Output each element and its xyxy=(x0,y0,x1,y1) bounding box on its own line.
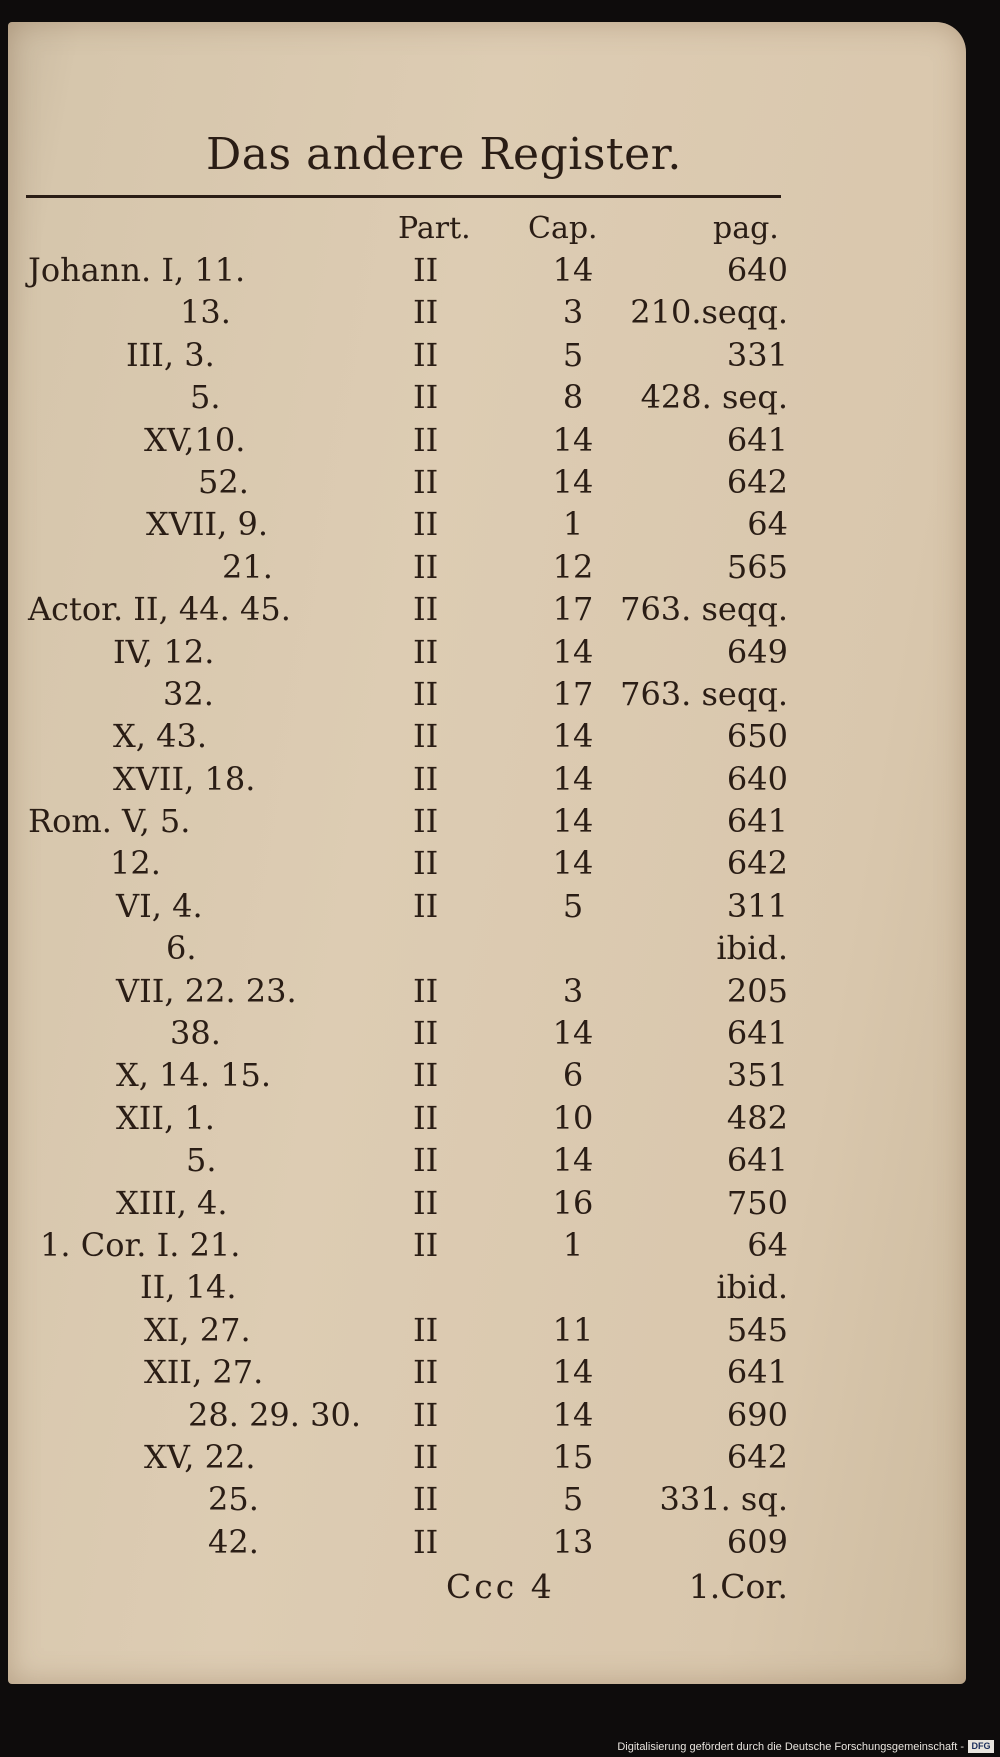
reference-cell: X, 43. xyxy=(113,717,208,756)
table-row xyxy=(8,247,966,289)
table-row xyxy=(8,1476,966,1518)
table-row xyxy=(8,332,966,374)
cap-cell: 11 xyxy=(552,1310,594,1349)
reference-cell: X, 14. 15. xyxy=(116,1056,272,1095)
cap-cell: 17 xyxy=(552,590,594,629)
page-cell: 750 xyxy=(726,1183,788,1222)
table-row xyxy=(8,1052,966,1094)
part-cell: II xyxy=(413,1225,439,1264)
reference-cell: 32. xyxy=(163,674,214,713)
cap-cell: 3 xyxy=(562,971,584,1010)
cap-cell: 1 xyxy=(562,505,584,544)
part-cell: II xyxy=(413,1310,439,1349)
page-cell: 64 xyxy=(747,1225,788,1264)
part-cell: II xyxy=(413,251,439,289)
page-cell: 210.seqq. xyxy=(630,293,788,332)
cap-cell: 14 xyxy=(552,251,594,289)
page-cell: 763. seqq. xyxy=(620,674,788,713)
table-row xyxy=(8,1434,966,1476)
cap-cell: 17 xyxy=(552,674,594,713)
reference-cell: XVII, 9. xyxy=(146,505,269,544)
signature-mark: Ccc 4 xyxy=(446,1567,555,1606)
page-cell: 642 xyxy=(726,462,788,501)
page-cell: ibid. xyxy=(716,1268,788,1307)
dfg-logo: DFG xyxy=(968,1740,994,1753)
scan-footer xyxy=(0,1733,1000,1757)
table-row xyxy=(8,417,966,459)
page-cell: 650 xyxy=(726,717,788,756)
page-cell: 642 xyxy=(726,1437,788,1476)
page-cell: 763. seqq. xyxy=(620,590,788,629)
part-cell: II xyxy=(413,1437,439,1476)
part-cell: II xyxy=(413,1395,439,1434)
reference-cell: 12. xyxy=(110,844,161,883)
cap-cell: 14 xyxy=(552,844,594,883)
reference-cell: Actor. II, 44. 45. xyxy=(28,590,291,629)
cap-cell: 6 xyxy=(562,1056,584,1095)
part-cell: II xyxy=(413,674,439,713)
table-row xyxy=(8,925,966,967)
table-row xyxy=(8,586,966,628)
part-cell: II xyxy=(413,1141,439,1180)
part-cell: II xyxy=(413,632,439,671)
cap-cell: 3 xyxy=(562,293,584,332)
page-cell: 641 xyxy=(726,420,788,459)
page-cell: 545 xyxy=(726,1310,788,1349)
part-cell: II xyxy=(413,378,439,417)
page-cell: 331 xyxy=(726,335,788,374)
part-cell: II xyxy=(413,505,439,544)
table-row xyxy=(8,1095,966,1137)
page-cell: 609 xyxy=(726,1522,788,1561)
part-cell: II xyxy=(413,547,439,586)
part-cell: II xyxy=(413,590,439,629)
page-foot xyxy=(8,1567,966,1617)
reference-cell: 42. xyxy=(208,1522,259,1561)
cap-cell: 15 xyxy=(552,1437,594,1476)
page-cell: 331. sq. xyxy=(659,1480,788,1519)
table-row xyxy=(8,968,966,1010)
cap-cell: 14 xyxy=(552,1141,594,1180)
part-cell: II xyxy=(413,1014,439,1053)
cap-cell: 14 xyxy=(552,759,594,798)
page-cell: 64 xyxy=(747,505,788,544)
cap-cell: 5 xyxy=(562,886,584,925)
cap-cell: 14 xyxy=(552,1353,594,1392)
page-cell: 565 xyxy=(726,547,788,586)
cap-cell: 14 xyxy=(552,420,594,459)
part-cell: II xyxy=(413,759,439,798)
table-row xyxy=(8,1180,966,1222)
part-cell: II xyxy=(413,1183,439,1222)
cap-cell: 14 xyxy=(552,462,594,501)
reference-cell: XII, 27. xyxy=(144,1353,264,1392)
table-row xyxy=(8,459,966,501)
reference-cell: XV, 22. xyxy=(144,1437,256,1476)
catchword: 1.Cor. xyxy=(688,1567,788,1606)
part-cell: II xyxy=(413,293,439,332)
table-row xyxy=(8,756,966,798)
reference-cell: XII, 1. xyxy=(116,1098,215,1137)
index-table xyxy=(8,247,966,1561)
reference-cell: Rom. V, 5. xyxy=(28,802,191,841)
cap-cell: 14 xyxy=(552,1014,594,1053)
table-row xyxy=(8,798,966,840)
table-row xyxy=(8,671,966,713)
scan-footer-text: Digitalisierung gefördert durch die Deutsche Forschungsgemeinschaft - xyxy=(617,1741,964,1753)
reference-cell: XI, 27. xyxy=(144,1310,251,1349)
table-row xyxy=(8,629,966,671)
cap-cell: 16 xyxy=(552,1183,594,1222)
reference-cell: 5. xyxy=(186,1141,217,1180)
table-row xyxy=(8,289,966,331)
cap-cell: 14 xyxy=(552,717,594,756)
page-cell: 351 xyxy=(726,1056,788,1095)
part-cell: II xyxy=(413,462,439,501)
reference-cell: VI, 4. xyxy=(116,886,203,925)
part-cell: II xyxy=(413,335,439,374)
page-cell: 205 xyxy=(726,971,788,1010)
reference-cell: 38. xyxy=(170,1014,221,1053)
reference-cell: 25. xyxy=(208,1480,259,1519)
reference-cell: VII, 22. 23. xyxy=(116,971,297,1010)
column-header-part: Part. xyxy=(398,211,471,246)
part-cell: II xyxy=(413,844,439,883)
part-cell: II xyxy=(413,717,439,756)
page-cell: 690 xyxy=(726,1395,788,1434)
part-cell: II xyxy=(413,886,439,925)
table-row xyxy=(8,840,966,882)
table-row xyxy=(8,501,966,543)
page-cell: 642 xyxy=(726,844,788,883)
table-row xyxy=(8,713,966,755)
table-row xyxy=(8,374,966,416)
cap-cell: 5 xyxy=(562,1480,584,1519)
reference-cell: 1. Cor. I. 21. xyxy=(40,1225,241,1264)
cap-cell: 14 xyxy=(552,1395,594,1434)
table-row xyxy=(8,883,966,925)
page-cell: 641 xyxy=(726,1141,788,1180)
part-cell: II xyxy=(413,802,439,841)
reference-cell: IV, 12. xyxy=(113,632,215,671)
page-cell: 311 xyxy=(726,886,788,925)
cap-cell: 10 xyxy=(552,1098,594,1137)
page-header xyxy=(8,117,966,207)
page-cell: ibid. xyxy=(716,929,788,968)
part-cell: II xyxy=(413,1056,439,1095)
table-row xyxy=(8,1264,966,1306)
table-row xyxy=(8,544,966,586)
page-cell: 640 xyxy=(726,759,788,798)
cap-cell: 14 xyxy=(552,632,594,671)
reference-cell: 21. xyxy=(222,547,273,586)
page-cell: 641 xyxy=(726,1353,788,1392)
column-header-cap: Cap. xyxy=(528,211,598,246)
page-cell: 641 xyxy=(726,1014,788,1053)
table-row xyxy=(8,1222,966,1264)
reference-cell: XIII, 4. xyxy=(116,1183,228,1222)
reference-cell: III, 3. xyxy=(126,335,215,374)
part-cell: II xyxy=(413,1098,439,1137)
part-cell: II xyxy=(413,971,439,1010)
part-cell: II xyxy=(413,1480,439,1519)
part-cell: II xyxy=(413,1353,439,1392)
reference-cell: 13. xyxy=(180,293,231,332)
page-cell: 482 xyxy=(726,1098,788,1137)
cap-cell: 12 xyxy=(552,547,594,586)
cap-cell: 1 xyxy=(562,1225,584,1264)
column-header-pag: pag. xyxy=(713,211,779,246)
cap-cell: 8 xyxy=(562,378,584,417)
table-row xyxy=(8,1307,966,1349)
reference-cell: 5. xyxy=(190,378,221,417)
reference-cell: XVII, 18. xyxy=(113,759,256,798)
table-row xyxy=(8,1392,966,1434)
cap-cell: 13 xyxy=(552,1522,594,1561)
column-headers xyxy=(8,207,966,247)
running-title: Das andere Register. xyxy=(206,129,682,180)
page-cell: 649 xyxy=(726,632,788,671)
table-row xyxy=(8,1349,966,1391)
header-rule xyxy=(26,195,781,198)
cap-cell: 5 xyxy=(562,335,584,374)
table-row xyxy=(8,1010,966,1052)
reference-cell: II, 14. xyxy=(140,1268,237,1307)
reference-cell: Johann. I, 11. xyxy=(28,251,246,289)
cap-cell: 14 xyxy=(552,802,594,841)
page-cell: 640 xyxy=(726,251,788,289)
part-cell: II xyxy=(413,1522,439,1561)
page-cell: 428. seq. xyxy=(640,378,788,417)
table-row xyxy=(8,1137,966,1179)
reference-cell: 6. xyxy=(166,929,197,968)
reference-cell: XV,10. xyxy=(144,420,246,459)
part-cell: II xyxy=(413,420,439,459)
page-cell: 641 xyxy=(726,802,788,841)
table-row xyxy=(8,1519,966,1561)
reference-cell: 52. xyxy=(198,462,249,501)
reference-cell: 28. 29. 30. xyxy=(188,1395,362,1434)
book-page xyxy=(8,22,966,1684)
